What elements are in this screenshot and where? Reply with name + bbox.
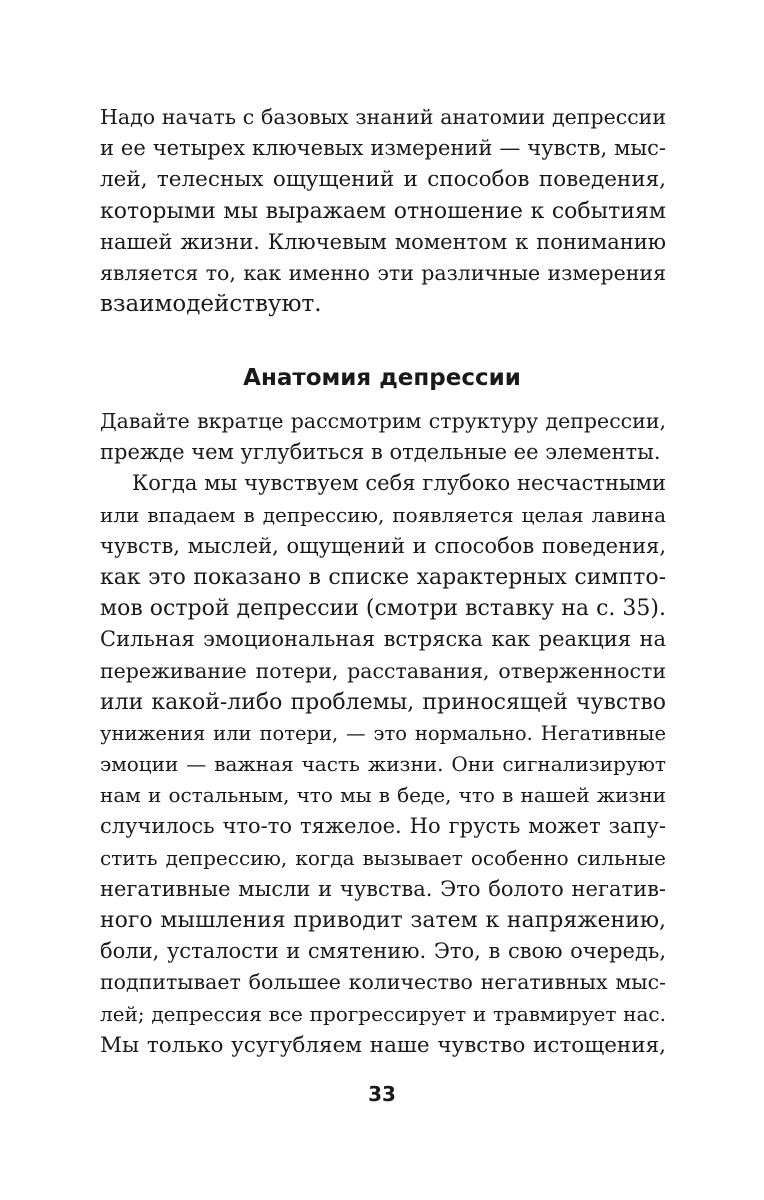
- text-line: унижения или потери, — это нормально. Негативные: [100, 721, 666, 745]
- text-line: Сильная эмоциональная встряска как реакция на: [100, 627, 666, 652]
- text-line: которыми мы выражаем отношение к событиям: [100, 198, 666, 224]
- page-number: 33: [368, 1082, 396, 1106]
- text-line: Давайте вкратце рассмотрим структуру депрессии,: [100, 409, 666, 433]
- text-line: является то, как именно эти различные измерения: [100, 260, 666, 285]
- text-line: мов острой депрессии (смотри вставку на с. 35).: [100, 596, 666, 622]
- text-line: случилось что-то тяжелое. Но грусть может запу-: [100, 814, 666, 839]
- text-line: стить депрессию, когда вызывает особенно сильные: [100, 845, 666, 870]
- text-line: Когда мы чувствуем себя глубоко несчастными: [132, 471, 666, 496]
- intro-paragraph: [100, 102, 666, 320]
- text-line: подпитывает большее количество негативных мыс-: [100, 970, 666, 995]
- text-line: боли, усталости и смятению. Это, в свою очередь,: [100, 939, 666, 964]
- text-line: или впадаем в депрессию, появляется целая лавина: [100, 502, 666, 527]
- text-line: прежде чем углубиться в отдельные ее элементы.: [100, 440, 661, 465]
- text-line: нашей жизни. Ключевым моментом к пониманию: [100, 229, 666, 254]
- text-line: и ее четырех ключевых измерений — чувств, мыс-: [100, 136, 666, 161]
- section-body: [100, 406, 666, 1061]
- text-line: переживание потери, расставания, отверженности: [100, 658, 666, 683]
- text-line: взаимодействуют.: [100, 291, 322, 318]
- text-line: Надо начать с базовых знаний анатомии депрессии: [100, 105, 666, 129]
- text-line: чувств, мыслей, ощущений и способов поведения,: [100, 533, 666, 558]
- text-line: ного мышления приводит затем к напряжению,: [100, 908, 666, 933]
- text-line: эмоции — важная часть жизни. Они сигнализируют: [100, 752, 666, 777]
- text-line: негативные мысли и чувства. Это болото негатив-: [100, 876, 666, 901]
- section-heading: Анатомия депрессии: [243, 365, 521, 391]
- text-line: Мы только усугубляем наше чувство истощения,: [100, 1032, 666, 1058]
- text-line: как это показано в списке характерных симпто-: [100, 564, 666, 590]
- text-line: или какой-либо проблемы, приносящей чувство: [100, 689, 666, 715]
- text-line: нам и остальным, что мы в беде, что в нашей жизни: [100, 783, 666, 808]
- text-line: лей; депрессия все прогрессирует и травмирует нас.: [100, 1001, 666, 1026]
- text-line: лей, телесных ощущений и способов поведения,: [100, 167, 666, 193]
